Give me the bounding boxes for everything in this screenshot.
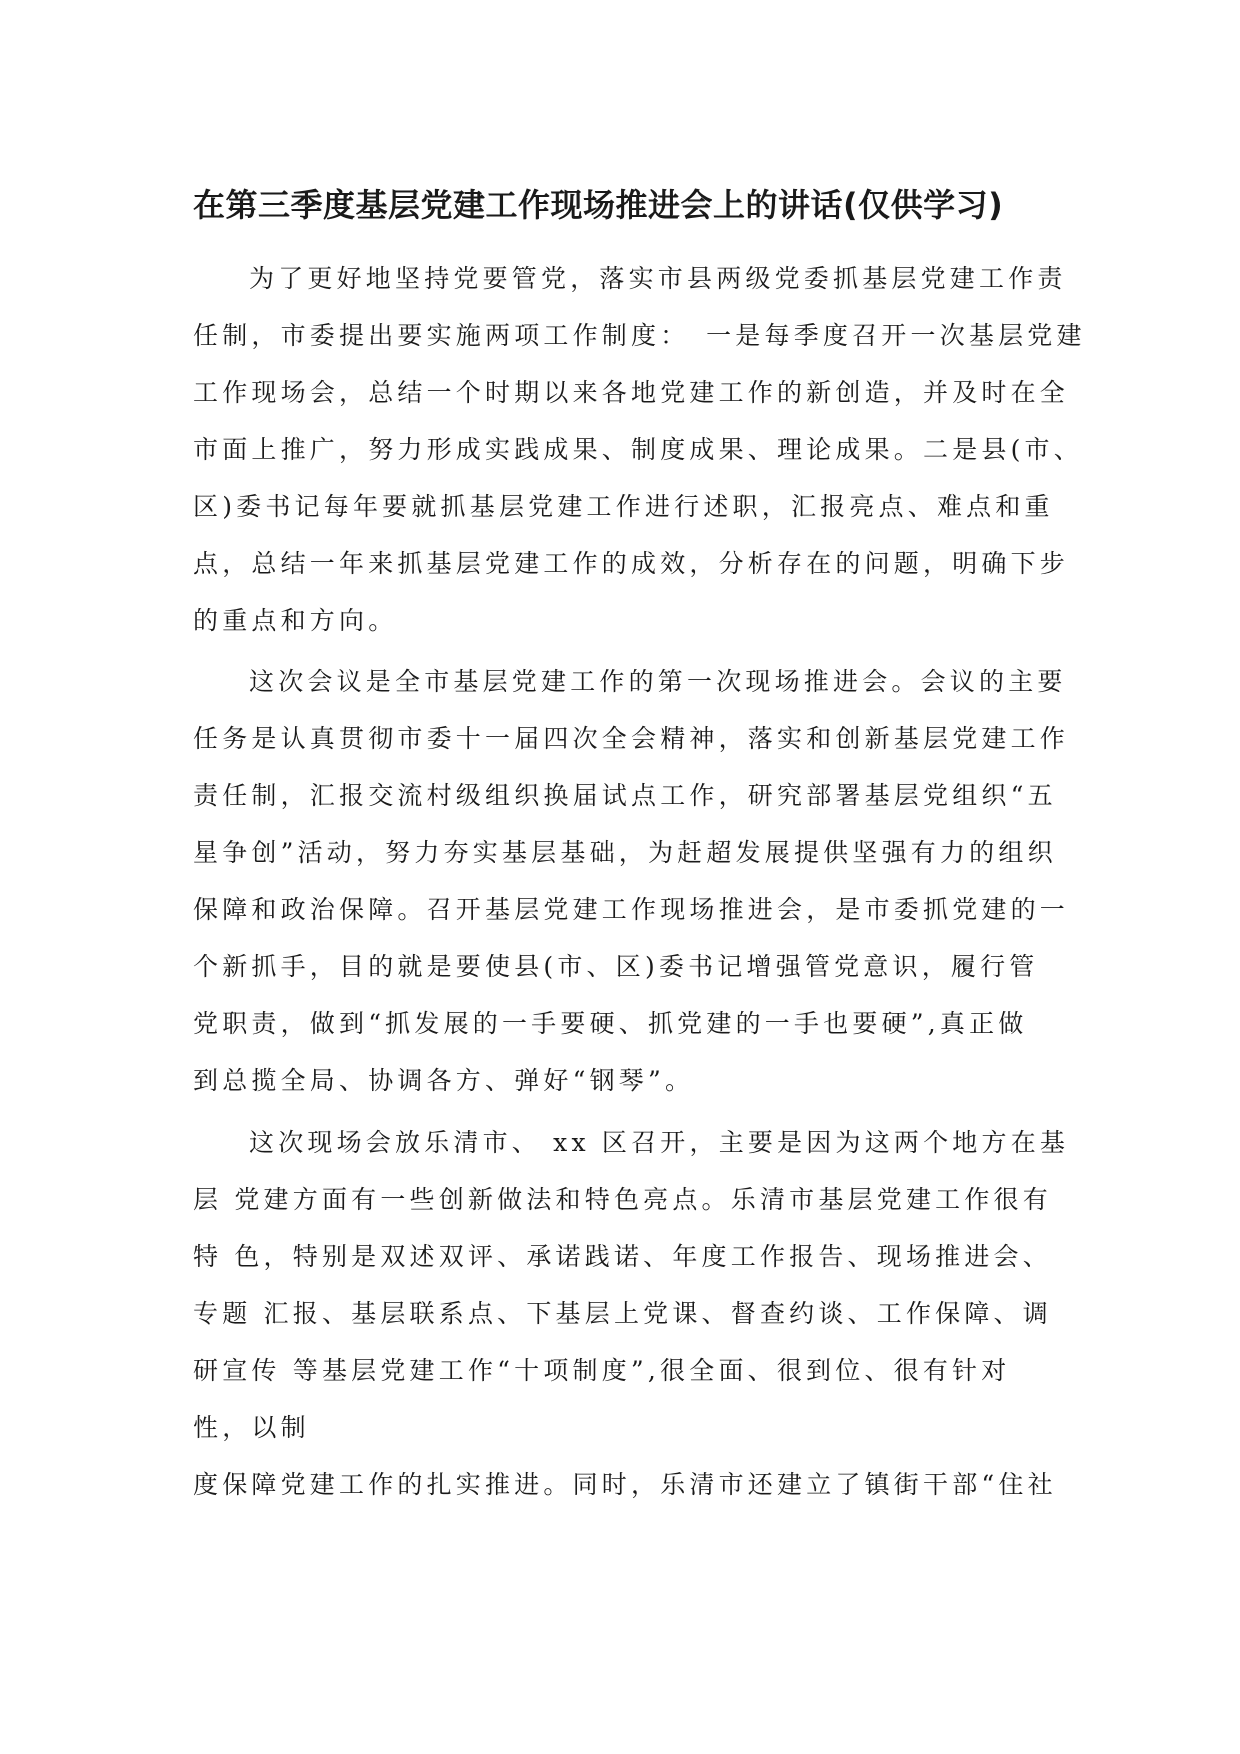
paragraph-line: 这次会议是全市基层党建工作的第一次现场推进会。会议的主要 [249, 667, 1067, 696]
paragraph-3 [193, 1114, 1070, 1513]
paragraph-line: 责任制，汇报交流村级组织换届试点工作，研究部署基层党组织“五 [193, 781, 1057, 810]
paragraph-line: 工作现场会，总结一个时期以来各地党建工作的新创造，并及时在全 [193, 378, 1070, 407]
paragraph-2 [193, 653, 1070, 1109]
paragraph-line: 专题 汇报、基层联系点、下基层上党课、督查约谈、工作保障、调 [193, 1299, 1052, 1328]
paragraph-line: 特 色，特别是双述双评、承诺践诺、年度工作报告、现场推进会、 [193, 1242, 1052, 1271]
paragraph-line: 保障和政治保障。召开基层党建工作现场推进会，是市委抓党建的一 [193, 895, 1070, 924]
paragraph-line: 层 党建方面有一些创新做法和特色亮点。乐清市基层党建工作很有 [193, 1185, 1052, 1214]
paragraph-line: 个新抓手，目的就是要使县(市、区)委书记增强管党意识，履行管 [193, 952, 1039, 981]
document-title: 在第三季度基层党建工作现场推进会上的讲话(仅供学习) [193, 186, 1004, 224]
paragraph-line: 研宣传 等基层党建工作“十项制度”,很全面、很到位、很有针对 [193, 1356, 1011, 1385]
paragraph-line: 为了更好地坚持党要管党，落实市县两级党委抓基层党建工作责 [249, 264, 1067, 293]
paragraph-line: 度保障党建工作的扎实推进。同时，乐清市还建立了镇街干部“住社 [193, 1470, 1057, 1499]
paragraph-line: 的重点和方向。 [193, 606, 398, 635]
paragraph-line: 党职责，做到“抓发展的一手要硬、抓党建的一手也要硬”,真正做 [193, 1009, 1028, 1038]
paragraph-1 [193, 250, 1086, 649]
paragraph-line: 任制，市委提出要实施两项工作制度： 一是每季度召开一次基层党建 [193, 321, 1086, 350]
paragraph-line: 性，以制 [193, 1413, 310, 1442]
paragraph-line: 区)委书记每年要就抓基层党建工作进行述职，汇报亮点、难点和重 [193, 492, 1054, 521]
paragraph-line: 到总揽全局、协调各方、弹好“钢琴”。 [193, 1066, 695, 1095]
paragraph-line: 任务是认真贯彻市委十一届四次全会精神，落实和创新基层党建工作 [193, 724, 1070, 753]
paragraph-line: 市面上推广，努力形成实践成果、制度成果、理论成果。二是县(市、 [193, 435, 1083, 464]
paragraph-line: 这次现场会放乐清市、 xx 区召开，主要是因为这两个地方在基 [249, 1128, 1070, 1157]
paragraph-line: 点，总结一年来抓基层党建工作的成效，分析存在的问题，明确下步 [193, 549, 1070, 578]
paragraph-line: 星争创”活动，努力夯实基层基础，为赶超发展提供坚强有力的组织 [193, 838, 1057, 867]
